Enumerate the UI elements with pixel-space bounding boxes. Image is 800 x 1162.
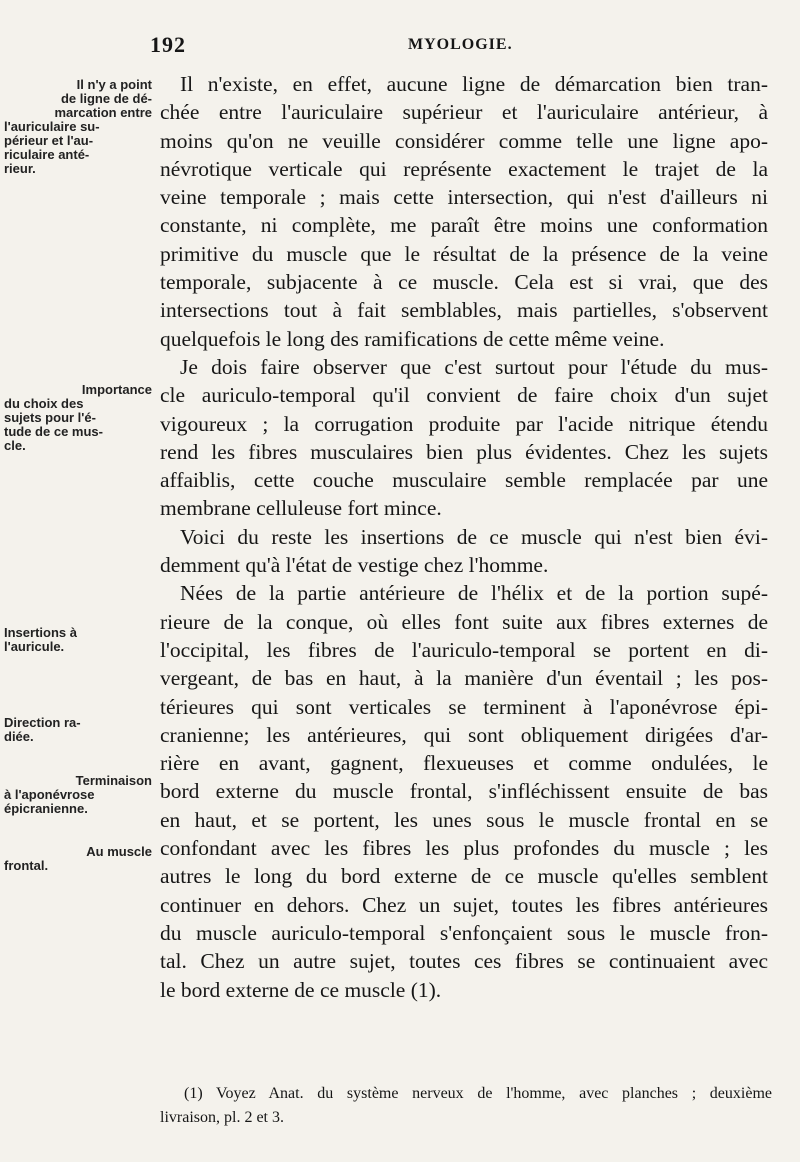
text-line: rieure de la conque, où elles font suite aux fibres externes de — [160, 609, 768, 634]
text-line: en haut, et se portent, les unes sous le muscle frontal en se — [160, 807, 768, 832]
text-line: rière en avant, gagnent, flexueuses et comme ondulées, le — [160, 751, 768, 776]
margin-note-importance — [4, 383, 152, 453]
margin-note-line: cle. — [4, 438, 26, 453]
text-line: confondant avec les fibres les plus profondes du muscle ; les — [160, 836, 768, 861]
text-line: Voici du reste les insertions de ce muscle qui n'est bien évi- — [180, 524, 768, 549]
footnote-line: livraison, pl. 2 et 3. — [160, 1109, 284, 1126]
margin-note-line: tude de ce mus- — [4, 424, 103, 439]
text-line: autres le long du bord externe de ce muscle qu'elles semblent — [160, 864, 768, 889]
margin-note-line: épicranienne. — [4, 801, 88, 816]
footnote — [160, 1082, 772, 1130]
margin-note-frontal — [4, 845, 152, 873]
text-line: le bord externe de ce muscle (1). — [160, 977, 442, 1002]
text-line: quelquefois le long des ramifications de cette même veine. — [160, 326, 665, 351]
text-line: continuer en dehors. Chez un sujet, toutes les fibres antérieures — [160, 892, 768, 917]
text-line: veine temporale ; mais cette intersection, qui n'est d'ailleurs ni — [160, 185, 768, 210]
body-text — [160, 70, 768, 1004]
margin-note-line: rieur. — [4, 161, 36, 176]
margin-note-line: Au muscle — [86, 844, 152, 859]
margin-note-line: riculaire anté- — [4, 147, 90, 162]
margin-note-demarcation — [4, 78, 152, 176]
text-line: demment qu'à l'état de vestige chez l'homme. — [160, 553, 549, 578]
margin-note-line: du choix des — [4, 396, 84, 411]
margin-note-line: sujets pour l'é- — [4, 410, 96, 425]
text-line: chée entre l'auriculaire supérieur et l'auriculaire antérieur, à — [160, 100, 768, 125]
margin-note-line: Importance — [81, 382, 152, 397]
text-line: primitive du muscle que le résultat de la présence de la veine — [160, 241, 768, 266]
margin-note-line: diée. — [4, 729, 34, 744]
page-header — [150, 32, 760, 62]
text-line: moins qu'on ne veuille considérer comme telle une ligne apo- — [160, 128, 768, 153]
text-line: tal. Chez un autre sujet, toutes ces fibres se continuaient avec — [160, 949, 768, 974]
margin-note-insertions — [4, 626, 152, 654]
margin-note-direction — [4, 716, 152, 744]
running-title: MYOLOGIE. — [408, 36, 513, 53]
margin-note-line: à l'aponévrose — [4, 787, 95, 802]
text-line: névrotique verticale qui représente exactement le trajet de la — [160, 156, 768, 181]
margin-note-line: Il n'y a point — [76, 77, 152, 92]
text-line: térieures qui sont verticales se terminent à l'aponévrose épi- — [160, 694, 768, 719]
text-line: l'occipital, les fibres de l'auriculo-temporal se portent en di- — [160, 637, 768, 662]
margin-note-line: marcation entre — [54, 105, 152, 120]
margin-note-line: Terminaison — [75, 773, 152, 788]
text-line: vigoureux ; la corrugation produite par l'acide nitrique étendu — [160, 411, 768, 436]
margin-note-terminaison — [4, 774, 152, 816]
margin-note-line: Insertions à — [4, 625, 77, 640]
text-line: rend les fibres musculaires bien plus évidentes. Chez les sujets — [160, 439, 768, 464]
text-line: constante, ni complète, me paraît être moins une conformation — [160, 213, 768, 238]
text-line: intersections tout à fait semblables, mais partielles, s'observent — [160, 298, 768, 323]
text-line: vergeant, de bas en haut, à la manière d'un éventail ; les pos- — [160, 666, 768, 691]
text-line: cle auriculo-temporal qu'il convient de faire choix d'un sujet — [160, 383, 768, 408]
margin-note-line: de ligne de dé- — [60, 91, 152, 106]
footnote-line: (1) Voyez Anat. du système nerveux de l'homme, avec planches ; deuxième — [184, 1085, 772, 1102]
text-line: cranienne; les antérieures, qui sont obliquement dirigées d'ar- — [160, 722, 768, 747]
margin-note-line: frontal. — [4, 858, 49, 873]
text-line: affaiblis, cette couche musculaire semble remplacée par une — [160, 468, 768, 493]
text-line: Je dois faire observer que c'est surtout pour l'étude du mus- — [180, 354, 768, 379]
margin-note-line: l'auriculaire su- — [4, 119, 100, 134]
page-number: 192 — [150, 32, 186, 57]
text-line: bord externe du muscle frontal, s'infléchissent ensuite de bas — [160, 779, 768, 804]
text-line: temporale, subjacente à ce muscle. Cela est si vrai, que des — [160, 270, 768, 295]
text-line: du muscle auriculo-temporal s'enfonçaient sous le muscle fron- — [160, 920, 768, 945]
text-line: Il n'existe, en effet, aucune ligne de démarcation bien tran- — [180, 72, 768, 96]
margin-note-line: l'auricule. — [4, 639, 65, 654]
margin-note-line: périeur et l'au- — [4, 133, 94, 148]
text-line: Nées de la partie antérieure de l'hélix et de la portion supé- — [180, 581, 768, 606]
margin-note-line: Direction ra- — [4, 715, 81, 730]
text-line: membrane celluleuse fort mince. — [160, 496, 442, 521]
